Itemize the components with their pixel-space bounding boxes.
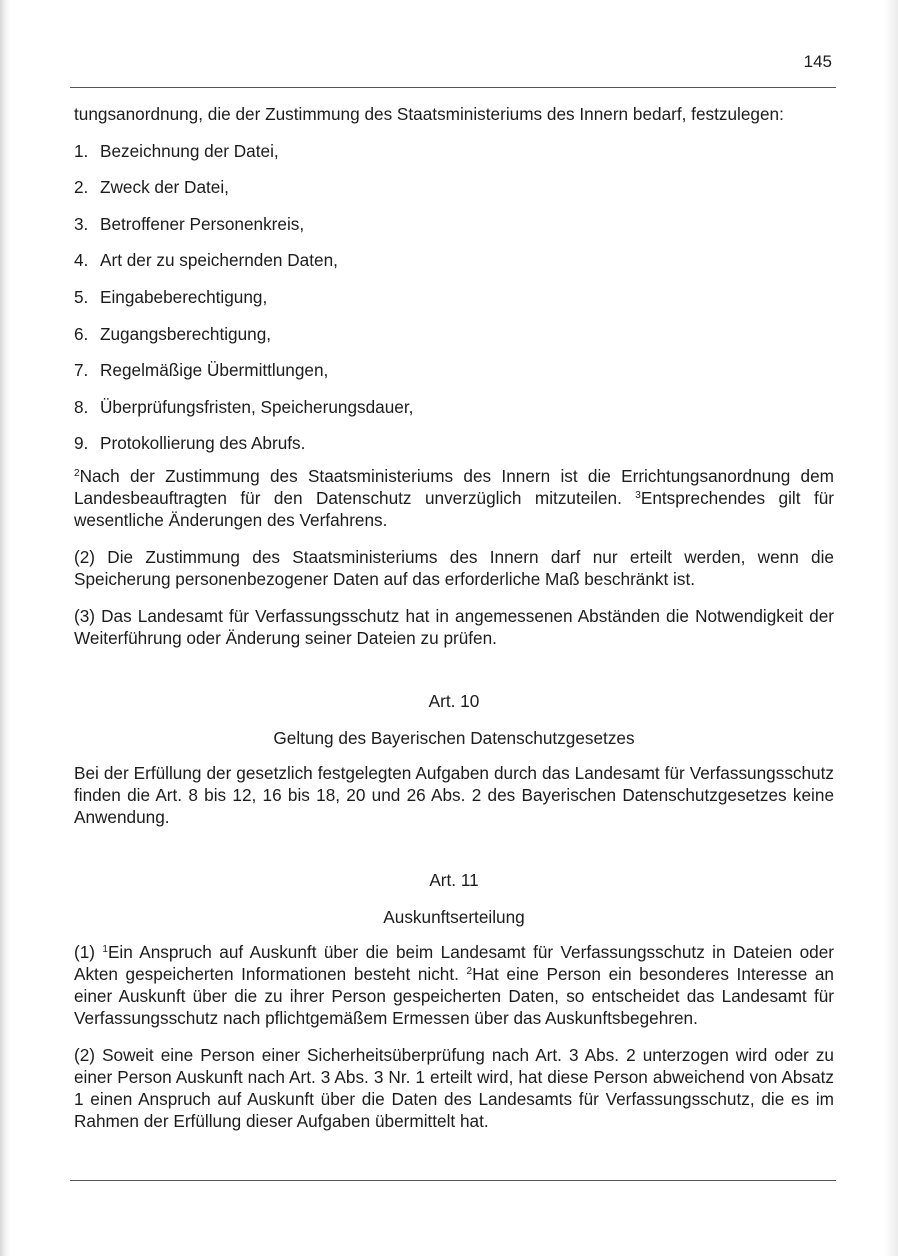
list-item-text: Betroffener Personenkreis, <box>100 213 305 234</box>
list-item-number: 2. <box>74 177 89 198</box>
footer-rule <box>70 1180 836 1181</box>
list-item-number: 4. <box>74 250 89 271</box>
list-item-text: Protokollierung des Abrufs. <box>100 433 306 454</box>
paragraph-prefix: (1) <box>74 942 103 963</box>
article-11-title: Auskunftserteilung <box>383 907 525 928</box>
list-item-text: Zweck der Datei, <box>100 177 229 198</box>
list-item-text: Überprüfungsfristen, Speicherungsdauer, <box>100 396 414 417</box>
intro-text: tungsanordnung, die der Zustimmung des Staatsministeriums des Innern bedarf, festzulegen: <box>74 104 784 124</box>
list-item-number: 3. <box>74 213 89 234</box>
article-11-abs1 <box>74 941 834 1029</box>
list-item <box>74 359 834 381</box>
list-item-text: Art der zu speichernden Daten, <box>100 250 338 271</box>
list-item <box>74 249 834 271</box>
paragraph-abs2: (2) Die Zustimmung des Staatsministeriums des Innern darf nur erteilt werden, wenn die Speicherung personenbezogener Daten auf das erforderliche Maß beschränkt ist. <box>74 547 834 590</box>
list-item <box>74 286 834 308</box>
list-item-number: 9. <box>74 433 89 454</box>
sentence-text: Hat eine Person ein besonderes Interesse an einer Auskunft über die zu ihrer Person gespeicherten Daten, so entscheidet das Landesamt für Verfassungsschutz nach pflichtgemäßem Ermessen über das Auskunftsbegehren. <box>74 964 834 1029</box>
article-11-number: Art. 11 <box>429 870 479 891</box>
list-item-number: 7. <box>74 360 89 381</box>
list-item-text: Eingabeberechtigung, <box>100 286 268 307</box>
list-item-number: 1. <box>74 140 89 161</box>
list-item <box>74 396 834 418</box>
scan-left-edge <box>0 0 10 1256</box>
list-item <box>74 323 834 345</box>
list-item-text: Bezeichnung der Datei, <box>100 140 279 161</box>
article-10-title: Geltung des Bayerischen Datenschutzgesetzes <box>273 728 635 749</box>
scan-right-edge <box>884 0 898 1256</box>
list-item-number: 6. <box>74 323 89 344</box>
list-item-text: Regelmäßige Übermittlungen, <box>100 360 329 381</box>
article-11-abs2: (2) Soweit eine Person einer Sicherheitsüberprüfung nach Art. 3 Abs. 2 unterzogen wird oder zu einer Person Auskunft nach Art. 3 Abs. 3 Nr. 1 erteilt wird, hat diese Person abweichend von Absatz 1 einen Anspruch auf Auskunft über die Daten des Landesamts für Verfassungsschutz, die es im Rahmen der Erfüllung dieser Aufgaben übermittelt hat. <box>74 1045 834 1132</box>
list-item-number: 8. <box>74 396 89 417</box>
article-10-text: Bei der Erfüllung der gesetzlich festgelegten Aufgaben durch das Landesamt für Verfassungsschutz finden die Art. 8 bis 12, 16 bis 18, 20 und 26 Abs. 2 des Bayerischen Datenschutzgesetzes keine Anwendung. <box>74 763 834 828</box>
list-item <box>74 140 834 162</box>
list-item <box>74 432 834 454</box>
page-number: 145 <box>803 52 832 71</box>
list-item <box>74 176 834 198</box>
sentence-text: Entsprechendes gilt für wesentliche Änderungen des Verfahrens. <box>74 488 834 531</box>
sentence-number: 3 <box>635 490 641 502</box>
paragraph-abs3: (3) Das Landesamt für Verfassungsschutz hat in angemessenen Abständen die Notwendigkeit der Weiterführung oder Änderung seiner Dateien zu prüfen. <box>74 606 834 649</box>
data-file-list <box>74 140 834 455</box>
sentence-number: 2 <box>74 468 80 480</box>
list-item <box>74 213 834 235</box>
sentence-number: 1 <box>102 944 108 956</box>
article-10-number: Art. 10 <box>428 691 480 712</box>
paragraph-notification <box>74 465 834 531</box>
sentence-text: Ein Anspruch auf Auskunft über die beim Landesamt für Verfassungsschutz in Dateien oder Akten gespeicherten Informationen besteht nicht. <box>74 942 834 985</box>
list-item-text: Zugangsberechtigung, <box>100 323 272 344</box>
page-body <box>74 103 834 1132</box>
list-item-number: 5. <box>74 286 89 307</box>
sentence-number: 2 <box>466 966 473 978</box>
sentence-text: Nach der Zustimmung des Staatsministeriums des Innern ist die Errichtungsanordnung dem Landesbeauftragten für den Datenschutz unverzüglich mitzuteilen. <box>74 466 834 509</box>
header-rule <box>70 87 836 88</box>
